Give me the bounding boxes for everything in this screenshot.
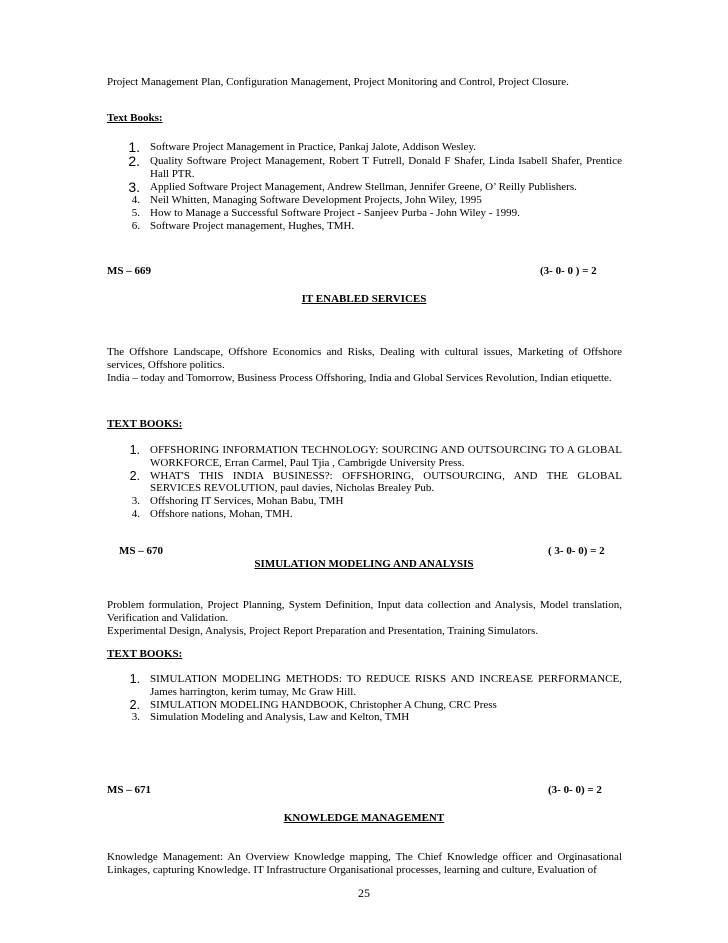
list-item: 1. Software Project Management in Practice, Pankaj Jalote, Addison Wesley. bbox=[128, 139, 476, 155]
course-title: KNOWLEDGE MANAGEMENT bbox=[283, 812, 445, 824]
list-item: 4. Offshore nations, Mohan, TMH. bbox=[131, 507, 293, 520]
list-item: 3. Offshoring IT Services, Mohan Babu, TMH bbox=[131, 495, 344, 508]
list-item: 2. WHAT'S THIS INDIA BUSINESS?: OFFSHORING, OUTSOURCING, AND THE GLOBAL SERVICES REVOLUTION, paul davies, Nicholas Brealey Pub. bbox=[129, 468, 622, 495]
list-item: 6. Software Project management, Hughes, TMH. bbox=[131, 219, 355, 232]
list-item: 5. How to Manage a Successful Software Project - Sanjeev Purba - John Wiley - 1999. bbox=[131, 206, 520, 219]
course-credits: ( 3- 0- 0) = 2 bbox=[548, 545, 605, 557]
list-item: 2. Quality Software Project Management, Robert T Futrell, Donald F Shafer, Linda Isabell Shafer, Prentice Hall PTR. bbox=[128, 152, 622, 180]
text-books-heading: TEXT BOOKS: bbox=[107, 648, 183, 660]
text-books-list bbox=[107, 673, 622, 724]
course-title: IT ENABLED SERVICES bbox=[301, 293, 427, 305]
text-books-list bbox=[107, 444, 622, 521]
course-credits: (3- 0- 0 ) = 2 bbox=[540, 265, 597, 277]
course-title: SIMULATION MODELING AND ANALYSIS bbox=[254, 558, 474, 570]
intro-line: Project Management Plan, Configuration Management, Project Monitoring and Control, Project Closure. bbox=[107, 76, 569, 88]
course-code: MS – 670 bbox=[119, 545, 163, 557]
list-item: 2. SIMULATION MODELING HANDBOOK, Christopher A Chung, CRC Press bbox=[129, 697, 497, 712]
course-description: The Offshore Landscape, Offshore Economics and Risks, Dealing with cultural issues, Marketing of Offshore services, Offshore politics. India – today and Tomorrow, Business Process Offshoring, India and Global Services Revolution, Indian etiquette. bbox=[107, 346, 622, 384]
list-item: 1. OFFSHORING INFORMATION TECHNOLOGY: SOURCING AND OUTSOURCING TO A GLOBAL WORKFORCE, Erran Carmel, Paul Tjia , Cambrigde University Press. bbox=[129, 443, 622, 469]
course-code: MS – 671 bbox=[107, 784, 151, 796]
course-description: Knowledge Management: An Overview Knowledge mapping, The Chief Knowledge officer and Orginasational Linkages, capturing Knowledge. IT Infrastructure Organisational processes, learning and culture, Evaluation of bbox=[107, 851, 622, 876]
course-description: Problem formulation, Project Planning, System Definition, Input data collection and Analysis, Model translation, Verification and Validation. Experimental Design, Analysis, Project Report Preparation and Presentation, Training Simulators. bbox=[107, 599, 622, 637]
text-books-heading: TEXT BOOKS: bbox=[107, 418, 183, 430]
course-credits: (3- 0- 0) = 2 bbox=[548, 784, 602, 796]
list-item: 4. Neil Whitten, Managing Software Development Projects, John Wiley, 1995 bbox=[131, 194, 482, 207]
text-books-list bbox=[107, 141, 622, 233]
course-code: MS – 669 bbox=[107, 265, 151, 277]
text-books-heading: Text Books: bbox=[107, 112, 163, 124]
page-number: 25 bbox=[358, 886, 370, 900]
list-item: 3. Simulation Modeling and Analysis, Law and Kelton, TMH bbox=[131, 711, 410, 724]
list-item: 1. SIMULATION MODELING METHODS: TO REDUCE RISKS AND INCREASE PERFORMANCE, James harrington, kerim tumay, Mc Graw Hill. bbox=[129, 672, 622, 698]
list-item: 3. Applied Software Project Management, Andrew Stellman, Jennifer Greene, O’ Reilly Publishers. bbox=[128, 179, 577, 196]
